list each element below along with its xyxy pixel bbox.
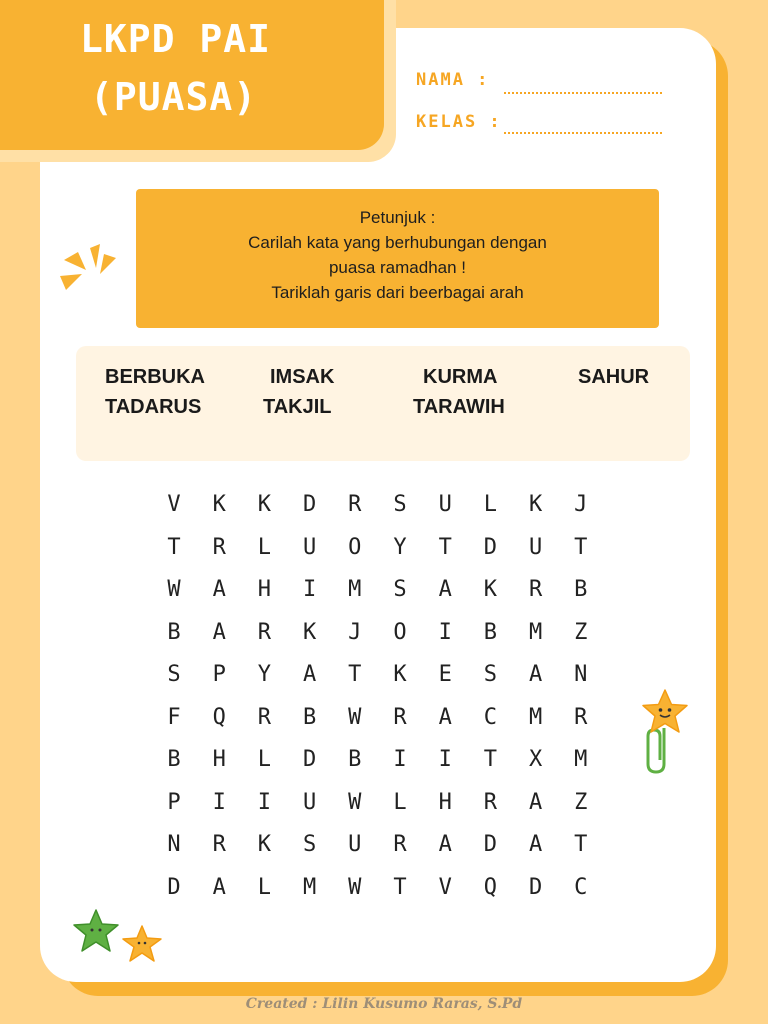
grid-letter[interactable]: R [528,577,543,602]
grid-letter[interactable]: U [302,789,317,815]
grid-letter[interactable]: Y [393,534,407,560]
grid-letter[interactable]: A [212,577,226,602]
grid-letter[interactable]: T [574,832,588,857]
grid-letter[interactable]: K [257,492,272,517]
word-list-box [76,346,690,461]
grid-letter[interactable]: R [393,704,407,730]
title-line-1: LKPD PAI [80,17,272,61]
grid-letter[interactable]: R [348,492,362,517]
yellow-star-icon [120,924,166,968]
grid-letter[interactable]: A [528,832,543,857]
grid-letter[interactable]: M [348,577,362,602]
grid-letter[interactable]: B [348,747,362,772]
grid-letter[interactable]: A [302,662,317,687]
grid-letter[interactable]: Z [574,789,588,815]
grid-letter[interactable]: D [167,874,181,900]
grid-letter[interactable]: T [167,534,181,560]
word-item: KURMA [423,366,498,388]
grid-letter[interactable]: W [348,704,362,730]
grid-letter[interactable]: F [167,704,181,730]
grid-letter[interactable]: U [438,492,452,517]
grid-letter[interactable]: A [438,704,452,730]
smiling-star-paperclip-icon [636,686,694,776]
grid-letter[interactable]: K [257,832,272,857]
word-item: TARAWIH [413,396,505,418]
grid-letter[interactable]: D [483,832,498,857]
grid-letter[interactable]: Y [257,662,272,687]
grid-letter[interactable]: A [438,832,452,857]
grid-letter[interactable]: K [393,662,407,687]
grid-letter[interactable]: K [212,492,226,517]
word-item: IMSAK [270,366,335,388]
grid-letter[interactable]: I [438,619,452,645]
grid-letter[interactable]: B [574,577,588,602]
grid-letter[interactable]: B [483,619,498,645]
grid-letter[interactable]: Q [483,874,498,900]
grid-letter[interactable]: A [438,577,452,602]
grid-letter[interactable]: H [438,789,452,815]
grid-letter[interactable]: C [483,704,498,730]
title-banner [0,0,384,150]
grid-letter[interactable]: T [574,534,588,560]
word-item: BERBUKA [105,366,205,388]
grid-letter[interactable]: U [302,534,317,560]
grid-letter[interactable]: R [212,534,226,560]
grid-letter[interactable]: S [393,577,407,602]
word-item: SAHUR [578,366,650,388]
grid-letter[interactable]: C [574,874,588,900]
grid-letter[interactable]: Z [574,619,588,645]
grid-letter[interactable]: L [257,747,272,772]
grid-letter[interactable]: M [528,619,543,645]
grid-letter[interactable]: K [302,619,317,645]
grid-letter[interactable]: D [483,534,498,560]
sparkle-icon [56,240,120,294]
grid-letter[interactable]: H [212,747,226,772]
grid-letter[interactable]: V [167,492,181,517]
grid-letter[interactable]: T [348,662,362,687]
grid-letter[interactable]: I [302,577,317,602]
instruction-heading: Petunjuk : [359,208,436,227]
worksheet-card [40,28,716,982]
grid-letter[interactable]: R [574,704,588,730]
grid-letter[interactable]: L [483,492,498,517]
grid-letter[interactable]: R [393,832,407,857]
grid-letter[interactable]: P [167,789,181,815]
grid-letter[interactable]: I [438,747,452,772]
grid-letter[interactable]: B [302,704,317,730]
grid-letter[interactable]: L [257,874,272,900]
grid-letter[interactable]: T [393,874,407,900]
instruction-box [136,189,659,328]
grid-letter[interactable]: P [212,662,226,687]
grid-letter[interactable]: N [167,832,181,857]
grid-letter[interactable]: W [167,577,181,602]
grid-letter[interactable]: A [212,874,226,900]
grid-letter[interactable]: I [393,747,407,772]
grid-letter[interactable]: J [574,492,588,517]
grid-letter[interactable]: K [483,577,498,602]
grid-letter[interactable]: V [438,874,452,900]
grid-letter[interactable]: I [257,789,272,815]
grid-letter[interactable]: U [348,832,362,857]
grid-letter[interactable]: D [302,492,317,517]
grid-letter[interactable]: S [393,492,407,517]
instruction-line-2: puasa ramadhan ! [328,258,467,277]
grid-letter[interactable]: X [528,747,543,772]
grid-letter[interactable]: M [302,874,317,900]
grid-letter[interactable]: R [483,789,498,815]
grid-letter[interactable]: A [528,789,543,815]
grid-letter[interactable]: U [528,534,543,560]
grid-letter[interactable]: M [528,704,543,730]
grid-letter[interactable]: I [212,789,226,815]
grid-letter[interactable]: O [393,619,407,645]
grid-letter[interactable]: A [212,619,226,645]
grid-letter[interactable]: S [167,662,181,687]
grid-letter[interactable]: M [574,747,588,772]
grid-letter[interactable]: R [257,704,272,730]
grid-letter[interactable]: L [257,534,272,560]
grid-letter[interactable]: L [393,789,407,815]
grid-letter[interactable]: T [438,534,452,560]
grid-letter[interactable]: S [302,832,317,857]
grid-letter[interactable]: W [348,789,362,815]
instruction-line-3: Tariklah garis dari beerbagai arah [271,283,524,302]
grid-letter[interactable]: N [574,662,588,687]
nama-field[interactable] [504,92,662,94]
grid-letter[interactable]: O [348,534,362,560]
grid-letter[interactable]: A [528,662,543,687]
kelas-label: KELAS : [416,112,502,132]
word-item: TAKJIL [263,396,332,418]
grid-letter[interactable]: J [348,619,362,645]
grid-letter[interactable]: K [528,492,543,517]
grid-letter[interactable]: S [483,662,498,687]
grid-letter[interactable]: R [257,619,272,645]
instruction-line-1: Carilah kata yang berhubungan dengan [248,233,547,252]
grid-letter[interactable]: D [528,874,543,900]
kelas-field[interactable] [504,132,662,134]
grid-letter[interactable]: H [257,577,272,602]
grid-letter[interactable]: R [212,832,226,857]
credit-text: Created : Lilin Kusumo Raras, S.Pd [245,996,523,1012]
grid-letter[interactable]: B [167,747,181,772]
title-line-2: (PUASA) [90,75,258,119]
grid-letter[interactable]: W [348,874,362,900]
grid-letter[interactable]: T [483,747,498,772]
word-item: TADARUS [105,396,202,418]
grid-letter[interactable]: Q [212,704,226,730]
nama-label: NAMA : [416,70,490,90]
grid-letter[interactable]: E [438,662,452,687]
grid-letter[interactable]: B [167,619,181,645]
grid-letter[interactable]: D [302,747,317,772]
